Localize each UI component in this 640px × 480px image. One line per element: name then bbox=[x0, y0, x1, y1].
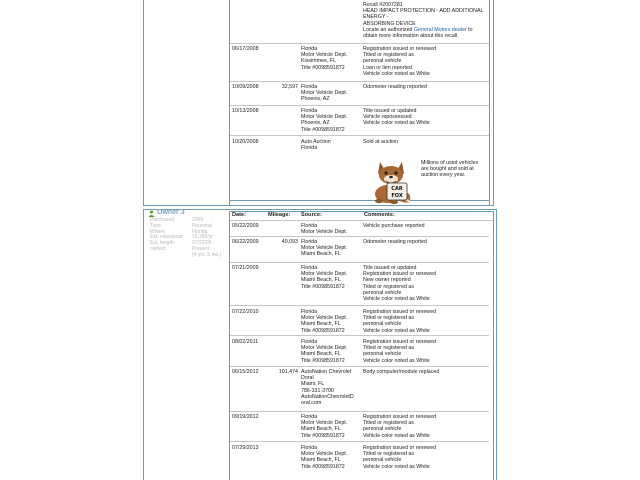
source-line: Title #0098591872 bbox=[301, 64, 345, 71]
header-divider bbox=[230, 220, 493, 221]
row-date: 07/21/2009 bbox=[232, 265, 259, 271]
comment-line: ENERGY - bbox=[363, 14, 389, 21]
row-date: 08/02/2011 bbox=[232, 339, 259, 345]
comment-line: Loan or lien reported bbox=[363, 64, 412, 71]
source-line: Miami Beach, FL bbox=[301, 277, 341, 284]
comment-line: Titled or registered as bbox=[363, 283, 415, 290]
row-comments bbox=[363, 414, 489, 439]
row-comments bbox=[363, 108, 489, 127]
source-line: Doral bbox=[301, 375, 314, 382]
owner-info-panel bbox=[150, 218, 228, 259]
source-line: Florida bbox=[301, 239, 318, 245]
source-line: Miami Beach, FL bbox=[301, 351, 341, 358]
source-line: Florida bbox=[301, 46, 318, 52]
row-date: 10/09/2008 bbox=[232, 84, 259, 90]
row-source bbox=[301, 414, 363, 439]
comment-line: Body computer/module replaced bbox=[363, 369, 440, 375]
row-divider bbox=[230, 411, 489, 412]
header-source: Source: bbox=[301, 212, 322, 218]
top-section-right-border bbox=[493, 0, 494, 205]
top-section-inner-left-border bbox=[229, 0, 230, 205]
comment-line: personal vehicle bbox=[363, 58, 402, 65]
row-source bbox=[301, 223, 363, 235]
row-date: 06/22/2009 bbox=[232, 239, 259, 245]
owner-info-value: Florida bbox=[192, 228, 208, 235]
header-mileage: Mileage: bbox=[268, 212, 291, 218]
row-divider bbox=[230, 262, 489, 263]
owner-info-value: 10,386/yr bbox=[192, 234, 213, 241]
comment-line: Vehicle color noted as White bbox=[363, 357, 430, 364]
source-line: Phoenix, AZ bbox=[301, 96, 330, 103]
comment-line: Registration issued or renewed bbox=[363, 445, 437, 451]
comment-line: Titled or registered as bbox=[363, 420, 415, 427]
comment-line: Vehicle color noted as White bbox=[363, 120, 430, 127]
carfox-mascot-icon bbox=[372, 158, 416, 204]
source-line: 786-331-3700 bbox=[301, 387, 334, 394]
row-source bbox=[301, 265, 363, 290]
row-source bbox=[301, 369, 363, 406]
comment-line: obtain more information about this recall. bbox=[363, 33, 459, 40]
row-comments bbox=[363, 2, 489, 39]
row-divider bbox=[230, 335, 489, 336]
row-source bbox=[301, 84, 363, 103]
source-line: Title #0098591872 bbox=[301, 283, 345, 290]
comment-line: Odometer reading reported bbox=[363, 239, 427, 245]
row-comments bbox=[363, 369, 489, 375]
owner-info-value: Personal bbox=[192, 222, 212, 229]
source-line: Florida bbox=[301, 309, 318, 315]
comment-line: Vehicle color noted as White bbox=[363, 70, 430, 77]
source-line: Motor Vehicle Dept. bbox=[301, 52, 348, 59]
comment-line: Odometer reading reported bbox=[363, 84, 427, 90]
owner-info-value: 07/22/09 - bbox=[192, 240, 215, 247]
row-divider bbox=[230, 236, 489, 237]
comment-line: Title issued or updated bbox=[363, 265, 417, 271]
row-date: 06/15/2012 bbox=[232, 369, 259, 375]
carfox-sign-top: CAR bbox=[391, 186, 403, 192]
source-line: Miami Beach, FL bbox=[301, 251, 341, 258]
owner-info-label: Est. length bbox=[150, 240, 174, 247]
owner-info-label: owned: bbox=[150, 245, 167, 252]
comment-text: to bbox=[466, 26, 473, 33]
row-source bbox=[301, 239, 363, 258]
row-divider bbox=[230, 81, 489, 82]
comment-line: HEAD IMPACT PROTECTION - ADD ADDITIONAL bbox=[363, 8, 484, 15]
comment-line: Registration issued or renewed bbox=[363, 339, 437, 345]
owner-info-row bbox=[150, 253, 228, 259]
owner-title: Owner 3 bbox=[157, 209, 185, 217]
source-line: Florida bbox=[301, 265, 318, 271]
comment-text: Locate an authorized bbox=[363, 26, 414, 33]
row-divider bbox=[230, 105, 489, 106]
row-source bbox=[301, 46, 363, 71]
row-date: 07/22/2010 bbox=[232, 309, 259, 315]
comment-line: Recall #2007281 bbox=[363, 2, 403, 8]
row-source bbox=[301, 139, 363, 151]
source-line: Motor Vehicle Dept. bbox=[301, 345, 348, 352]
row-date: 09/19/2012 bbox=[232, 414, 259, 420]
row-mileage: 101,474 bbox=[278, 369, 298, 375]
row-comments bbox=[363, 339, 489, 364]
source-line: Miami Beach, FL bbox=[301, 321, 341, 328]
comment-line: Vehicle color noted as White bbox=[363, 327, 430, 334]
row-divider bbox=[230, 43, 489, 44]
source-line: Title #0098591872 bbox=[301, 126, 345, 133]
comment-line: Titled or registered as bbox=[363, 315, 415, 322]
source-line: Florida bbox=[301, 145, 318, 152]
row-comments bbox=[363, 46, 489, 77]
carfox-note-line: auction every year. bbox=[421, 172, 466, 179]
source-line: Auto Auction bbox=[301, 139, 331, 145]
comment-line: Registration issued or renewed bbox=[363, 271, 437, 278]
source-line: Title #0098591872 bbox=[301, 463, 345, 470]
row-source bbox=[301, 445, 363, 470]
row-mileage: 49,093 bbox=[281, 239, 298, 245]
source-line: oral.com bbox=[301, 400, 322, 407]
top-section-bottom-border bbox=[143, 205, 494, 206]
source-line: Motor Vehicle Dept. bbox=[301, 114, 348, 121]
row-date: 07/29/2013 bbox=[232, 445, 259, 451]
comment-line: Registration issued or renewed bbox=[363, 414, 437, 420]
source-line: AutoNation Chevrolet bbox=[301, 369, 352, 375]
source-line: Florida bbox=[301, 445, 318, 451]
row-divider bbox=[230, 135, 489, 136]
owner-info-label: Where: bbox=[150, 228, 167, 235]
row-date: 05/22/2009 bbox=[232, 223, 259, 229]
source-line: Motor Vehicle Dept. bbox=[301, 245, 348, 252]
row-comments bbox=[363, 265, 489, 302]
row-divider bbox=[230, 441, 489, 442]
carfox-sign-bottom: FOX bbox=[391, 193, 403, 199]
owner-info-value: (4 yrs. 8 mo.) bbox=[192, 251, 222, 258]
row-source bbox=[301, 339, 363, 364]
row-comments bbox=[363, 445, 489, 470]
comment-line: personal vehicle bbox=[363, 426, 402, 433]
header-date: Date: bbox=[232, 212, 246, 218]
row-comments bbox=[363, 223, 489, 229]
source-line: Kissimmee, FL bbox=[301, 58, 337, 65]
top-section-inner-right-border bbox=[489, 0, 490, 205]
top-section-inner-bottom-border bbox=[229, 200, 490, 201]
row-divider bbox=[230, 305, 489, 306]
carfox-note-line: Millions of used vehicles bbox=[421, 160, 479, 166]
source-line: Motor Vehicle Dept. bbox=[301, 229, 348, 236]
comment-line: Vehicle color noted as White bbox=[363, 296, 430, 303]
top-section-left-border bbox=[143, 0, 144, 205]
comment-line: New owner reported bbox=[363, 277, 411, 284]
source-line: Motor Vehicle Dept. bbox=[301, 420, 348, 427]
comment-line: Registration issued or renewed bbox=[363, 46, 437, 52]
dealer-link[interactable]: General Motors dealer bbox=[413, 26, 467, 33]
row-comments bbox=[363, 139, 489, 145]
row-date: 06/17/2008 bbox=[232, 46, 259, 52]
source-line: Title #0098591872 bbox=[301, 432, 345, 439]
row-comments bbox=[363, 309, 489, 334]
source-line: Florida bbox=[301, 223, 318, 229]
owner-info-value: 2009 bbox=[192, 217, 204, 223]
comment-line: Vehicle color noted as White bbox=[363, 463, 430, 470]
owner-info-label: Est. miles/year: bbox=[150, 234, 185, 241]
header-comments: Comments: bbox=[364, 212, 395, 218]
row-date: 10/20/2008 bbox=[232, 139, 259, 145]
comment-line: Vehicle color noted as White bbox=[363, 432, 430, 439]
row-source bbox=[301, 309, 363, 334]
source-line: Motor Vehicle Dept. bbox=[301, 271, 348, 278]
owner-info-label bbox=[150, 253, 192, 259]
source-line: Motor Vehicle Dept. bbox=[301, 315, 348, 322]
comment-line: Title issued or updated bbox=[363, 108, 417, 114]
comment-line: Titled or registered as bbox=[363, 451, 415, 458]
source-line: AutoNationChevroletD bbox=[301, 393, 354, 400]
comment-line: ABSORBING DEVICE bbox=[363, 20, 416, 27]
row-mileage: 32,597 bbox=[281, 84, 298, 90]
comment-line: Vehicle repossessed bbox=[363, 114, 412, 121]
row-divider bbox=[230, 366, 489, 367]
carfox-auction-note bbox=[421, 160, 489, 179]
source-line: Florida bbox=[301, 414, 318, 420]
comment-line: personal vehicle bbox=[363, 321, 402, 328]
owner-info-label: Purchased: bbox=[150, 217, 176, 223]
owner-info-value: Present bbox=[192, 245, 210, 252]
comment-line: Registration issued or renewed bbox=[363, 309, 437, 315]
comment-line: Titled or registered as bbox=[363, 52, 415, 59]
source-line: Title #0098591872 bbox=[301, 357, 345, 364]
comment-line: personal vehicle bbox=[363, 457, 402, 464]
source-line: Florida bbox=[301, 84, 318, 90]
owner-info-label: Type: bbox=[150, 222, 163, 229]
source-line: Miami Beach, FL bbox=[301, 426, 341, 433]
source-line: Florida bbox=[301, 108, 318, 114]
source-line: Miami, FL bbox=[301, 381, 325, 388]
source-line: Motor Vehicle Dept. bbox=[301, 451, 348, 458]
comment-line: Sold at auction bbox=[363, 139, 399, 145]
comment-line: personal vehicle bbox=[363, 351, 402, 358]
owner-person-icon bbox=[148, 210, 155, 217]
comment-line: Vehicle purchase reported bbox=[363, 223, 425, 229]
source-line: Phoenix, AZ bbox=[301, 120, 330, 127]
owner-heading bbox=[148, 210, 185, 217]
comment-line: Titled or registered as bbox=[363, 345, 415, 352]
carfox-note-line: are bought and sold at bbox=[421, 166, 474, 173]
comment-line: personal vehicle bbox=[363, 289, 402, 296]
row-comments bbox=[363, 239, 489, 245]
row-comments bbox=[363, 84, 489, 90]
source-line: Title #0098591872 bbox=[301, 327, 345, 334]
row-source bbox=[301, 108, 363, 133]
source-line: Motor Vehicle Dept. bbox=[301, 90, 348, 97]
source-line: Florida bbox=[301, 339, 318, 345]
row-date: 10/13/2008 bbox=[232, 108, 259, 114]
source-line: Miami Beach, FL bbox=[301, 457, 341, 464]
